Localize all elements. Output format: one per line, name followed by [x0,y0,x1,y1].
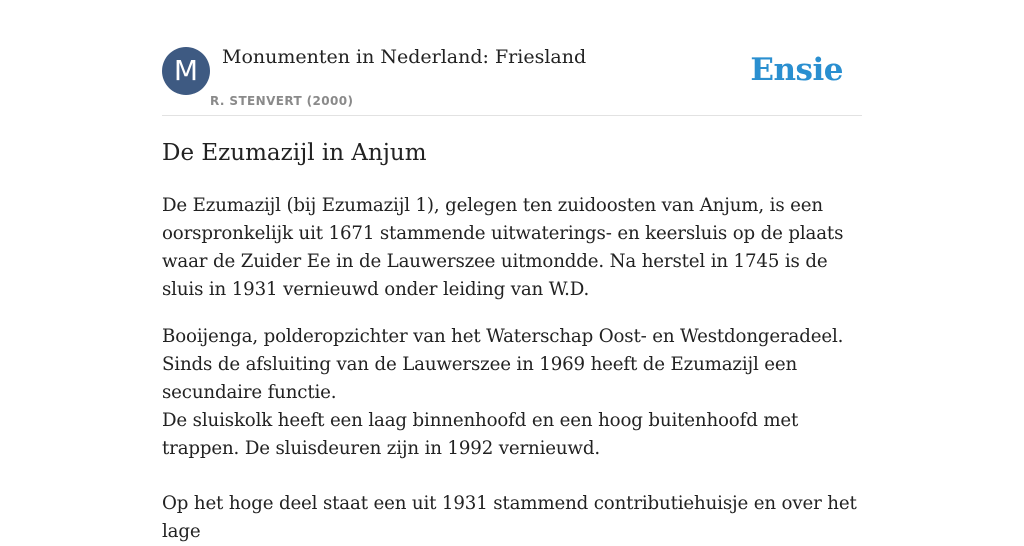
article-header [162,0,862,116]
author-label: R. STENVERT (2000) [210,94,354,108]
book-title-link[interactable]: Monumenten in Nederland: Friesland [222,46,587,68]
article-paragraph-2: Booijenga, polderopzichter van het Waterschap Oost- en Westdongeradeel. Sinds de afsluiting van de Lauwerszee in 1969 heeft de Ezumazijl een secundaire functie. [162,326,844,403]
article-container [162,0,862,542]
article-title: De Ezumazijl in Anjum [162,140,427,166]
article-paragraph-4: Op het hoge deel staat een uit 1931 stammend contributiehuisje en over het lage [162,493,857,542]
article-paragraph-3: De sluiskolk heeft een laag binnenhoofd en een hoog buitenhoofd met trappen. De sluisdeuren zijn in 1992 vernieuwd. [162,410,799,459]
avatar: M [162,47,210,95]
ensie-logo[interactable]: Ensie [750,52,843,88]
article-paragraph-1: De Ezumazijl (bij Ezumazijl 1), gelegen ten zuidoosten van Anjum, is een oorspronkelijk uit 1671 stammende uitwaterings- en keersluis op de plaats waar de Zuider Ee in de Lauwerszee uitmondde. Na herstel in 1745 is de sluis in 1931 vernieuwd onder leiding van W.D. [162,195,844,300]
